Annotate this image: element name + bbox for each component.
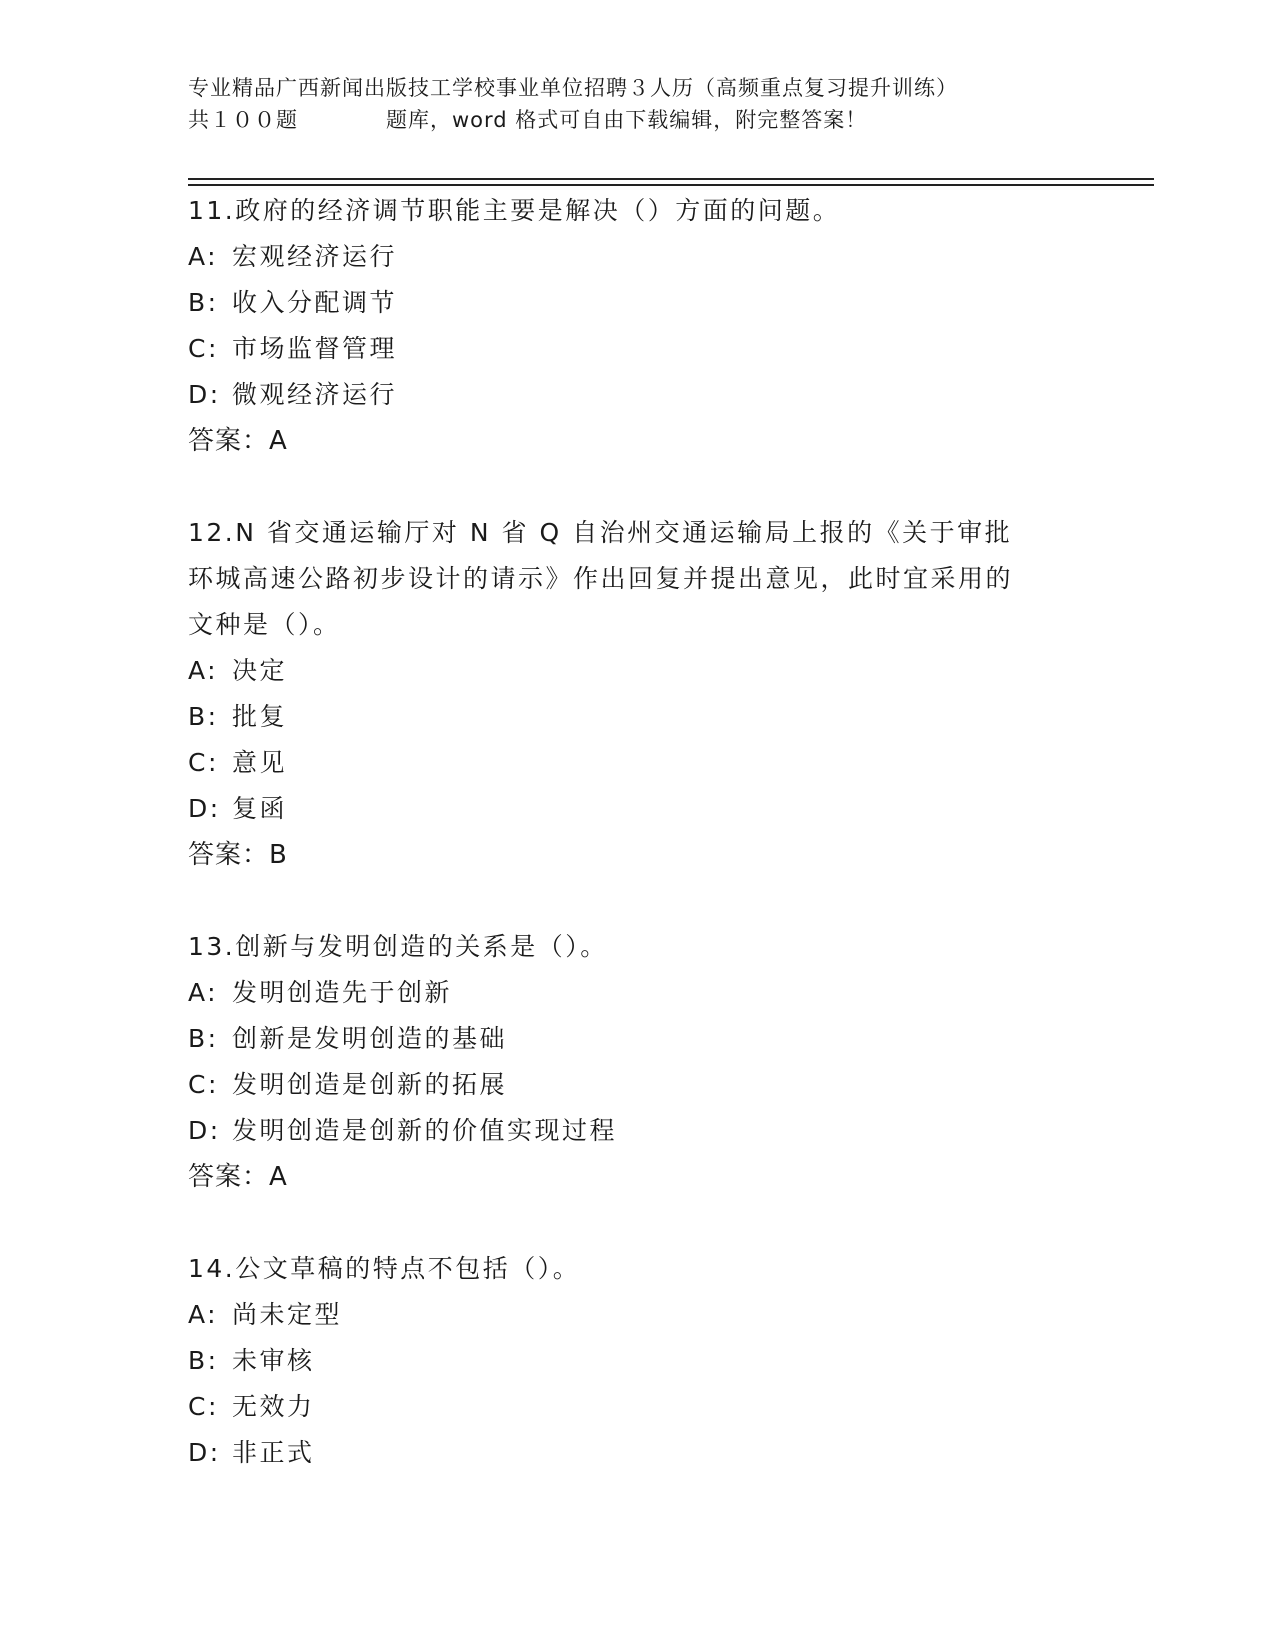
option-key: B: xyxy=(188,288,219,317)
option-text: 收入分配调节 xyxy=(232,288,398,317)
option-c xyxy=(188,740,1108,786)
header-title-line: 专业精品广西新闻出版技工学校事业单位招聘３人历（高频重点复习提升训练） xyxy=(188,76,958,100)
option-key: B: xyxy=(188,1024,219,1053)
question-list xyxy=(188,188,1108,1522)
option-key: C: xyxy=(188,334,219,363)
option-d xyxy=(188,1430,1108,1476)
option-b xyxy=(188,1338,1108,1384)
header-divider-bottom xyxy=(188,184,1154,186)
option-text: 意见 xyxy=(232,748,288,777)
option-text: 发明创造先于创新 xyxy=(232,978,453,1007)
header-divider-top xyxy=(188,178,1154,180)
option-text: 发明创造是创新的拓展 xyxy=(232,1070,508,1099)
option-b xyxy=(188,1016,1108,1062)
option-text: 决定 xyxy=(232,656,288,685)
option-key: C: xyxy=(188,1070,219,1099)
question-stem: 14.公文草稿的特点不包括（）。 xyxy=(188,1254,581,1283)
option-a xyxy=(188,234,1108,280)
option-b xyxy=(188,694,1108,740)
question-11 xyxy=(188,188,1108,464)
option-text: 无效力 xyxy=(232,1392,315,1421)
option-text: 非正式 xyxy=(232,1438,315,1467)
option-a xyxy=(188,970,1108,1016)
question-13 xyxy=(188,924,1108,1200)
option-key: D: xyxy=(188,1116,221,1145)
answer-line: 答案：B xyxy=(188,840,288,870)
header-subtitle-line: 共１００题 题库，word 格式可自由下载编辑，附完整答案！ xyxy=(188,108,868,132)
option-text: 创新是发明创造的基础 xyxy=(232,1024,508,1053)
option-key: B: xyxy=(188,1346,219,1375)
question-stem: 11.政府的经济调节职能主要是解决（）方面的问题。 xyxy=(188,196,841,225)
option-d xyxy=(188,372,1108,418)
answer-line: 答案：A xyxy=(188,1162,288,1192)
option-key: B: xyxy=(188,702,219,731)
option-text: 尚未定型 xyxy=(232,1300,343,1329)
question-stem: 13.创新与发明创造的关系是（）。 xyxy=(188,932,608,961)
option-c xyxy=(188,1062,1108,1108)
question-stem: 12.N 省交通运输厅对 N 省 Q 自治州交通运输局上报的《关于审批环城高速公路初步设计的请示》作出回复并提出意见，此时宜采用的文种是（）。 xyxy=(188,518,1014,639)
option-d xyxy=(188,786,1108,832)
option-key: C: xyxy=(188,1392,219,1421)
option-text: 批复 xyxy=(232,702,288,731)
option-key: A: xyxy=(188,242,219,271)
option-key: A: xyxy=(188,978,219,1007)
option-text: 发明创造是创新的价值实现过程 xyxy=(232,1116,618,1145)
option-text: 复函 xyxy=(232,794,288,823)
question-12 xyxy=(188,510,1108,878)
option-d xyxy=(188,1108,1108,1154)
option-a xyxy=(188,648,1108,694)
option-text: 市场监督管理 xyxy=(232,334,398,363)
option-c xyxy=(188,1384,1108,1430)
option-key: C: xyxy=(188,748,219,777)
option-key: A: xyxy=(188,1300,219,1329)
option-text: 未审核 xyxy=(232,1346,315,1375)
document-header xyxy=(188,72,1088,136)
option-text: 微观经济运行 xyxy=(232,380,398,409)
option-key: A: xyxy=(188,656,219,685)
option-key: D: xyxy=(188,794,221,823)
option-key: D: xyxy=(188,1438,221,1467)
question-14 xyxy=(188,1246,1108,1476)
option-text: 宏观经济运行 xyxy=(232,242,398,271)
option-a xyxy=(188,1292,1108,1338)
option-b xyxy=(188,280,1108,326)
answer-line: 答案：A xyxy=(188,426,288,456)
option-key: D: xyxy=(188,380,221,409)
option-c xyxy=(188,326,1108,372)
